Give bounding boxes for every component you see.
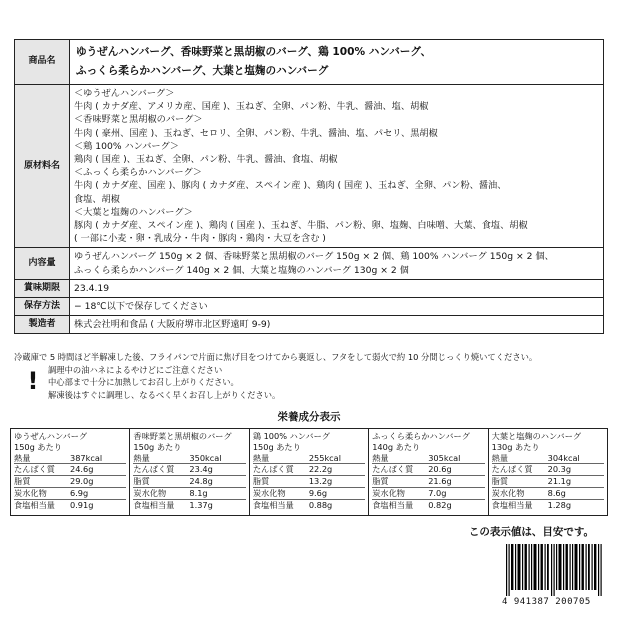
nutrition-label-protein: たんぱく質 [491,464,533,475]
cooking-notes-list [48,364,280,402]
ingredients-row [15,85,604,248]
nutrition-value-fat: 21.1g [547,476,572,487]
nutrition-serving: 140g あたり [372,441,421,452]
storage-value: − 18℃以下で保存してください [70,298,604,316]
ingredients-line: ＜香味野菜と黒胡椒のバーグ＞ [74,114,203,126]
nutrition-column [369,429,488,515]
nutrition-table [10,428,608,516]
nutrition-column [489,429,607,515]
nutrition-value-fat: 24.8g [189,476,213,487]
nutrition-value-energy: 387kcal [70,452,103,463]
nutrition-label-fat: 脂質 [491,476,509,487]
nutrition-label-fat: 脂質 [133,476,150,487]
nutrition-value-carbs: 9.6g [308,487,328,498]
nutrition-value-carbs: 8.6g [547,487,566,498]
ingredients-line: ＜ゆうぜんハンバーグ＞ [74,88,175,99]
nutrition-label-fat: 脂質 [252,476,270,487]
contents-line: ゆうぜんハンバーグ 150g × 2 個、香味野菜と黒胡椒のバーグ 150g × 2 個、鶏 100% ハンバーグ 150g × 2 個、 [74,251,554,263]
nutrition-value-salt: 0.91g [70,499,94,510]
nutrition-product-name: 大葉と塩麹のハンバーグ [491,431,582,441]
ingredients-line: ( 一部に小麦・卵・乳成分・牛肉・豚肉・鶏肉・大豆を含む ) [74,233,326,245]
ingredients-value [70,85,604,248]
nutrition-label-fat: 脂質 [372,476,389,487]
nutrition-product-name: ゆうぜんハンバーグ [14,431,88,441]
nutrition-label-energy: 熱量 [133,452,150,463]
nutrition-product-name: 鶏 100% ハンバーグ [252,431,330,441]
disclaimer-text: この表示値は、目安です。 [468,526,594,538]
nutrition-value-salt: 1.28g [547,499,572,510]
cooking-note: 解凍後はすぐに調理し、なるべく早くお召し上がりください。 [48,389,281,400]
nutrition-value-carbs: 7.0g [428,487,447,498]
nutrition-product-name: ふっくら柔らかハンバーグ [372,431,470,441]
nutrition-label-salt: 食塩相当量 [133,499,175,510]
nutrition-label-carbs: 炭水化物 [491,487,525,498]
cooking-notes [14,364,606,402]
nutrition-value-fat: 13.2g [308,476,333,487]
nutrition-value-salt: 0.82g [428,499,452,510]
product-name-row [15,40,604,85]
nutrition-value-salt: 1.37g [189,499,213,510]
barcode [502,544,606,610]
nutrition-title: 栄養成分表示 [277,411,341,423]
nutrition-column [11,429,130,515]
ingredients-line: ＜ふっくら柔らかハンバーグ＞ [74,167,202,179]
maker-row [15,316,604,334]
product-name-line: ゆうぜんハンバーグ、香味野菜と黒胡椒のバーグ、鶏 100% ハンバーグ、 [76,46,432,58]
maker-value: 株式会社明和食品 ( 大阪府堺市北区野遠町 9-9) [70,316,604,334]
exclamation-icon: ! [27,366,39,395]
ingredients-line: 鶏肉 ( 国産 )、玉ねぎ、全卵、パン粉、牛乳、醤油、食塩、胡椒 [74,154,338,166]
expiry-value: 23.4.19 [70,279,604,297]
nutrition-label-protein: たんぱく質 [133,464,175,475]
nutrition-value-energy: 305kcal [428,452,461,463]
nutrition-value-fat: 29.0g [70,476,94,487]
nutrition-product-name: 香味野菜と黒胡椒のバーグ [133,431,232,441]
nutrition-value-fat: 21.6g [428,476,452,487]
expiry-label: 賞味期限 [15,279,70,297]
nutrition-label-fat: 脂質 [14,476,31,487]
product-name-value [70,40,604,85]
nutrition-label-energy: 熱量 [14,452,31,463]
nutrition-label-salt: 食塩相当量 [372,499,414,510]
ingredients-line: 食塩、胡椒 [74,193,120,205]
maker-label: 製造者 [15,316,70,334]
ingredients-label: 原材料名 [15,85,70,248]
nutrition-value-energy: 304kcal [547,452,580,463]
nutrition-value-energy: 255kcal [308,452,341,463]
nutrition-value-carbs: 8.1g [189,487,208,498]
ingredients-line: ＜大葉と塩麹のハンバーグ＞ [74,206,193,218]
ingredients-line: 牛肉 ( カナダ産、国産 )、豚肉 ( カナダ産、スペイン産 )、鶏肉 ( 国産 )、玉ねぎ、全卵、パン粉、醤油、 [74,180,507,192]
contents-row [15,248,604,279]
nutrition-label-carbs: 炭水化物 [133,487,167,498]
ingredients-line: ＜鶏 100% ハンバーグ＞ [74,140,179,152]
ingredients-line: 豚肉 ( カナダ産、スペイン産 )、鶏肉 ( 国産 )、玉ねぎ、牛脂、パン粉、卵、塩麹、白味噌、大葉、食塩、胡椒 [74,220,528,232]
barcode-bars [502,544,606,596]
nutrition-column [130,429,249,515]
nutrition-value-protein: 22.2g [308,464,333,475]
nutrition-serving: 150g あたり [252,441,301,452]
cooking-note: 調理中の油ハネによるやけどにご注意ください [48,364,223,375]
nutrition-value-energy: 350kcal [189,452,222,463]
ingredients-line: 牛肉 ( カナダ産、アメリカ産、国産 )、玉ねぎ、全卵、パン粉、牛乳、醤油、塩、胡椒 [74,101,429,113]
product-name-line: ふっくら柔らかハンバーグ、大葉と塩麹のハンバーグ [76,65,329,77]
storage-label: 保存方法 [15,298,70,316]
nutrition-label-carbs: 炭水化物 [372,487,405,498]
ingredients-line: 牛肉 ( 豪州、国産 )、玉ねぎ、セロリ、全卵、パン粉、牛乳、醤油、塩、パセリ、黒胡椒 [74,127,438,139]
nutrition-label-energy: 熱量 [491,452,509,463]
nutrition-label-salt: 食塩相当量 [14,499,55,510]
cooking-instructions [14,351,606,401]
nutrition-value-protein: 23.4g [189,464,213,475]
nutrition-label-protein: たんぱく質 [252,464,294,475]
contents-line: ふっくら柔らかハンバーグ 140g × 2 個、大葉と塩麹のハンバーグ 130g × 2 個 [74,264,409,276]
barcode-number: 4 941387 200705 [502,597,591,607]
expiry-row [15,279,604,297]
nutrition-value-protein: 20.3g [547,464,572,475]
nutrition-value-protein: 24.6g [70,464,94,475]
nutrition-label-carbs: 炭水化物 [14,487,47,498]
nutrition-label-protein: たんぱく質 [14,464,55,475]
contents-value [70,248,604,279]
nutrition-serving: 150g あたり [133,441,182,452]
nutrition-label-protein: たんぱく質 [372,464,414,475]
nutrition-label-energy: 熱量 [252,452,270,463]
nutrition-value-carbs: 6.9g [70,487,89,498]
product-name-label: 商品名 [15,40,70,85]
nutrition-label-salt: 食塩相当量 [252,499,294,510]
nutrition-value-protein: 20.6g [428,464,452,475]
storage-row [15,298,604,316]
nutrition-label-carbs: 炭水化物 [252,487,286,498]
nutrition-label-energy: 熱量 [372,452,389,463]
cooking-instruction-text: 冷蔵庫で 5 時間ほど半解凍した後、フライパンで片面に焦げ目をつけてから裏返し、フタをして弱火で約 10 分間じっくり焼いてください。 [14,352,538,362]
nutrition-value-salt: 0.88g [308,499,333,510]
nutrition-serving: 130g あたり [491,441,540,452]
nutrition-label-salt: 食塩相当量 [491,499,533,510]
contents-label: 内容量 [15,248,70,279]
product-spec-table [14,39,604,334]
cooking-note: 中心部まで十分に加熱してお召し上がりください。 [48,377,239,387]
nutrition-serving: 150g あたり [14,441,62,452]
nutrition-column [250,429,369,515]
